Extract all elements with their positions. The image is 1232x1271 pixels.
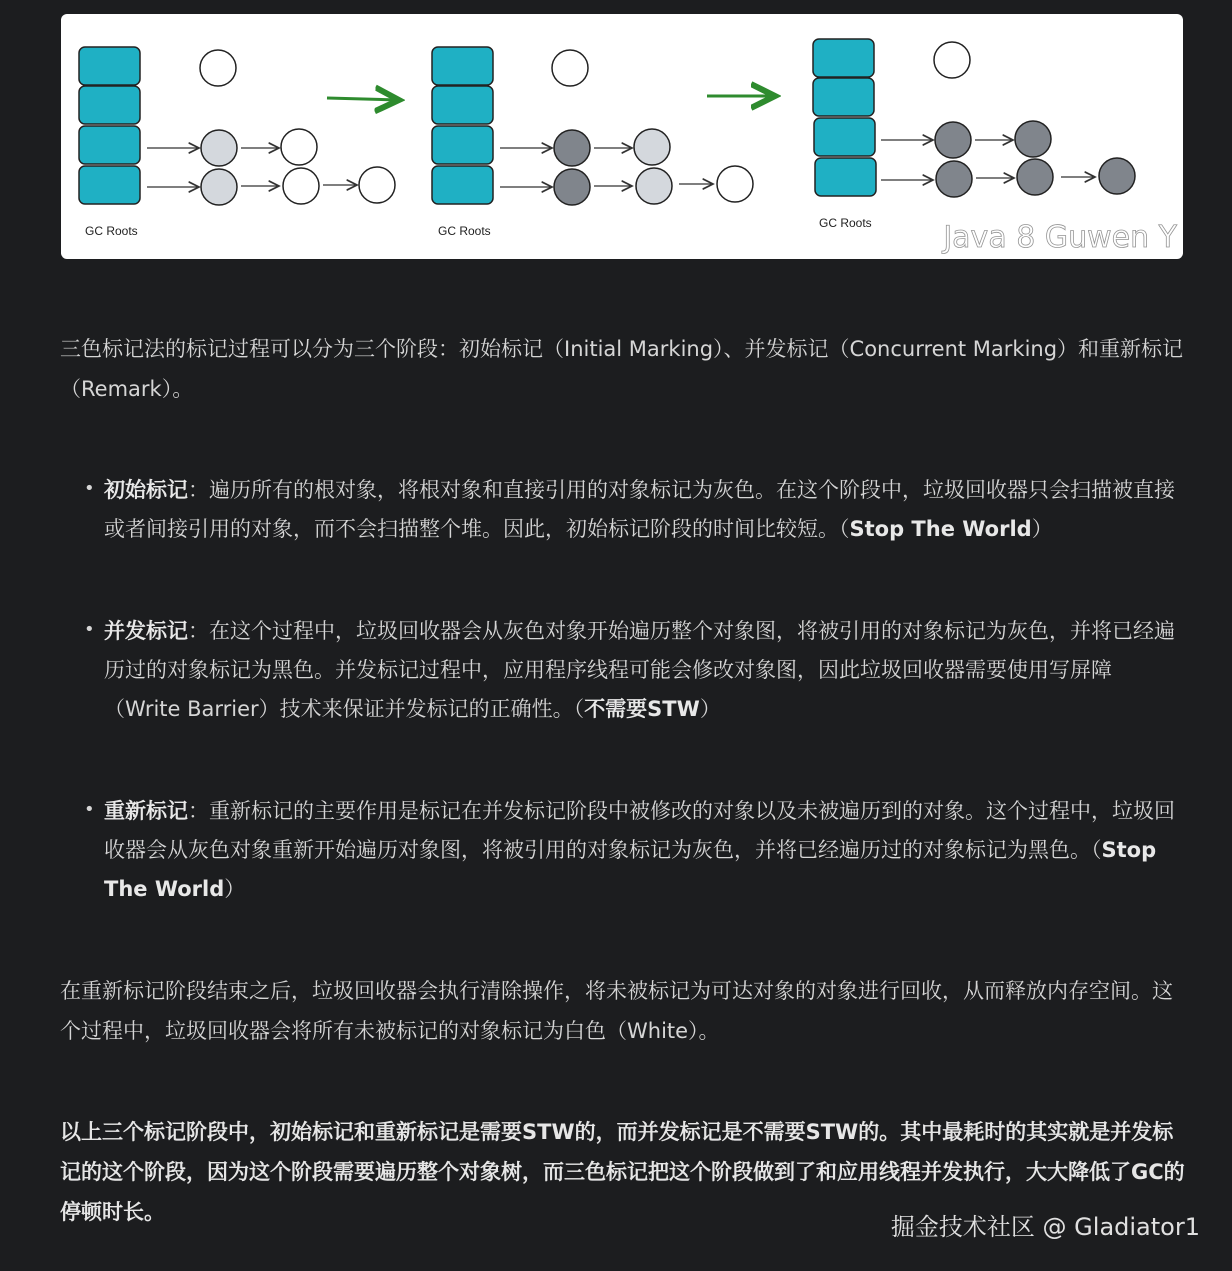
black-node <box>1017 159 1053 195</box>
after-paragraph: 在重新标记阶段结束之后，垃圾回收器会执行清除操作，将未被标记为可达对象的对象进行回收，从而释放内存空间。这个过程中，垃圾回收器会将所有未被标记的对象标记为白色（White）。 <box>60 979 1173 1043</box>
tricolor-marking-figure <box>61 14 1183 259</box>
transition-arrow <box>327 98 399 100</box>
black-node <box>936 161 972 197</box>
tricolor-diagram <box>61 14 1183 259</box>
gray-node <box>201 130 237 166</box>
gc-roots-label: GC Roots <box>438 224 491 238</box>
gray-node <box>634 129 670 165</box>
black-node <box>935 122 971 158</box>
item-text: ：重新标记的主要作用是标记在并发标记阶段中被修改的对象以及未被遍历到的对象。这个过程中，垃圾回收器会从灰色对象重新开始遍历对象图，将被引用的对象标记为灰色，并将已经遍历过的对象标记为黑色。（ <box>104 799 1175 862</box>
white-node <box>200 50 236 86</box>
source-credit: 掘金技术社区 @ Gladiator1 <box>890 1213 1200 1241</box>
gc-roots-stack <box>813 39 876 196</box>
gray-node <box>636 168 672 204</box>
black-node <box>1015 121 1051 157</box>
list-item-initial-marking <box>104 471 1186 549</box>
white-node <box>359 167 395 203</box>
item-text: ：在这个过程中，垃圾回收器会从灰色对象开始遍历整个对象图，将被引用的对象标记为灰色，并将已经遍历过的对象标记为黑色。并发标记过程中，应用程序线程可能会修改对象图，因此垃圾回收器需要使用写屏障（Write Barrier）技术来保证并发标记的正确性。（ <box>104 619 1175 721</box>
black-node <box>1099 158 1135 194</box>
watermark: Java 8 Guwen Y <box>943 220 1177 255</box>
bullet-dot: • <box>84 619 95 640</box>
gc-roots-stack <box>79 47 140 204</box>
white-node <box>934 42 970 78</box>
item-close: ） <box>224 877 246 901</box>
item-title: 重新标记 <box>104 799 188 823</box>
black-node <box>554 130 590 166</box>
item-title: 并发标记 <box>104 619 188 643</box>
bullet-dot: • <box>84 478 95 499</box>
panel-concurrent <box>432 47 753 238</box>
white-node <box>281 129 317 165</box>
item-note: Stop The World <box>849 517 1032 541</box>
panel-initial <box>79 47 395 238</box>
gc-roots-label: GC Roots <box>819 216 872 230</box>
black-node <box>554 169 590 205</box>
white-node <box>283 168 319 204</box>
white-node <box>717 166 753 202</box>
item-title: 初始标记 <box>104 478 188 502</box>
item-close: ） <box>1031 517 1053 541</box>
bullet-dot: • <box>84 799 95 820</box>
gc-roots-stack <box>432 47 493 204</box>
list-item-remark <box>104 792 1186 909</box>
intro-paragraph: 三色标记法的标记过程可以分为三个阶段：初始标记（Initial Marking）、并发标记（Concurrent Marking）和重新标记（Remark）。 <box>60 337 1184 401</box>
item-note: Stop The World <box>104 838 1157 901</box>
list-item-concurrent-marking <box>104 612 1186 729</box>
panel-remark <box>813 39 1135 230</box>
item-text: ：遍历所有的根对象，将根对象和直接引用的对象标记为灰色。在这个阶段中，垃圾回收器只会扫描被直接或者间接引用的对象，而不会扫描整个堆。因此，初始标记阶段的时间比较短。（ <box>104 478 1175 541</box>
gc-roots-label: GC Roots <box>85 224 138 238</box>
gray-node <box>201 169 237 205</box>
summary-paragraph: 以上三个标记阶段中，初始标记和重新标记是需要STW的，而并发标记是不需要STW的。其中最耗时的其实就是并发标记的这个阶段，因为这个阶段需要遍历整个对象树，而三色标记把这个阶段做到了和应用线程并发执行，大大降低了GC的停顿时长。 <box>60 1120 1185 1224</box>
white-node <box>552 50 588 86</box>
item-close: ） <box>699 697 721 721</box>
item-note: 不需要STW <box>584 697 700 721</box>
